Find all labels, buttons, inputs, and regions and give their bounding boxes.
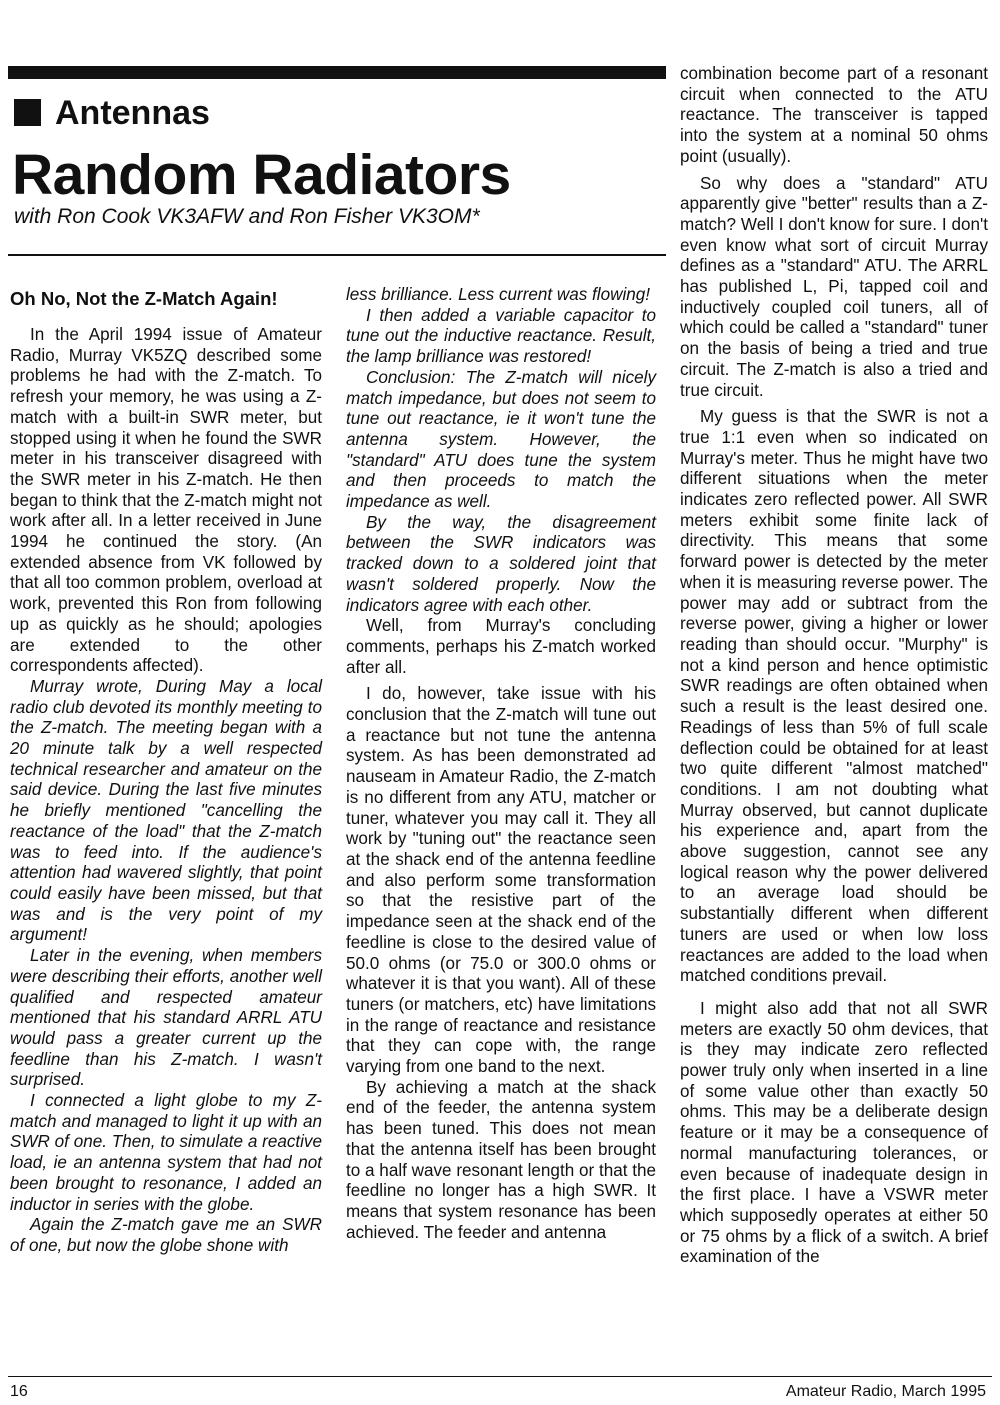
paragraph: By the way, the disagreement between the SWR indicators was tracked down to a soldered joint that wasn't soldered properly. Now the indicators agree with each other. bbox=[346, 512, 656, 615]
header-divider bbox=[8, 254, 666, 256]
square-bullet-icon bbox=[14, 99, 41, 126]
article-title: Random Radiators bbox=[12, 143, 511, 207]
paragraph: I then added a variable capacitor to tune out the inductive reactance. Result, the lamp brilliance was restored! bbox=[346, 305, 656, 367]
publication-footer: Amateur Radio, March 1995 bbox=[785, 1383, 986, 1400]
paragraph: combination become part of a resonant circuit when connected to the ATU reactance. The transceiver is tapped into the system at a nominal 50 ohms point (usually). bbox=[680, 64, 988, 166]
text-column-1 bbox=[10, 288, 322, 1257]
footer-rule bbox=[8, 1376, 992, 1377]
paragraph: Murray wrote, During May a local radio club devoted its monthly meeting to the Z-match. The meeting began with a 20 minute talk by a well respected technical researcher and amateur on the said device. During the last five minutes he briefly mentioned "cancelling the reactance of the load" that the Z-match was to feed into. If the audience's attention had wavered slightly, that point could easily have been missed, but that was and is the very point of my argument! bbox=[10, 676, 322, 945]
paragraph: I connected a light globe to my Z-match and managed to light it up with an SWR of one. Then, to simulate a reactive load, ie an antenna system that had not been brought to resonance, I added an inductor in series with the globe. bbox=[10, 1091, 322, 1214]
text-column-2 bbox=[346, 285, 656, 1243]
paragraph: less brilliance. Less current was flowing! bbox=[346, 285, 651, 304]
subheading: Oh No, Not the Z-Match Again! bbox=[10, 288, 278, 309]
section-label: Antennas bbox=[55, 94, 210, 132]
paragraph: In the April 1994 issue of Amateur Radio, Murray VK5ZQ described some problems he had with the Z-match. To refresh your memory, he was using a Z-match with a built-in SWR meter, but stopped using it when he found the SWR meter in his transceiver disagreed with the SWR meter in his Z-match. He then began to think that the Z-match might not work after all. In a letter received in June 1994 he continued the story. (An extended absence from VK followed by that all too common problem, overload at work, prevented this Ron from following up as quickly as he should; apologies are extended to the other correspondents affected). bbox=[10, 325, 322, 676]
top-rule-bar bbox=[8, 66, 666, 79]
paragraph: My guess is that the SWR is not a true 1:1 even when so indicated on Murray's meter. Thus he might have two different situations when the meter indicates zero reflected power. All SWR meters exhibit some finite lack of directivity. This means that some forward power is detected by the meter when it is measuring reverse power. The power may add or subtract from the reverse power, giving a higher or lower reading than should occur. "Murphy" is not a kind person and hence optimistic SWR readings are often obtained when such a result is the least desired one. Readings of less than 5% of full scale deflection could be obtained for at least two quite different "almost matched" conditions. I am not doubting what Murray observed, but cannot duplicate his experience and, apart from the above suggestion, cannot see any logical reason why the power delivered to an average load should be substantially different when different tuners are used or when low loss reactances are added to the load when matched conditions prevail. bbox=[680, 407, 988, 986]
paragraph: Well, from Murray's concluding comments, perhaps his Z-match worked after all. bbox=[346, 616, 656, 677]
paragraph: Again the Z-match gave me an SWR of one, but now the globe shone with bbox=[10, 1215, 322, 1255]
paragraph: Later in the evening, when members were describing their efforts, another well qualified and respected amateur mentioned that his standard ARRL ATU would pass a greater current up the feedline than his Z-match. I wasn't surprised. bbox=[10, 946, 322, 1090]
paragraph: Conclusion: The Z-match will nicely match impedance, but does not seem to tune out reactance, ie it won't tune the antenna system. However, the "standard" ATU does tune the system and then proceeds to match the impedance as well. bbox=[346, 367, 656, 512]
paragraph: By achieving a match at the shack end of the feeder, the antenna system has been tuned. This does not mean that the antenna itself has been brought to a half wave resonant length or that the feedline no longer has a high SWR. It means that system resonance has been achieved. The feeder and antenna bbox=[346, 1077, 656, 1242]
article-byline: with Ron Cook VK3AFW and Ron Fisher VK3OM* bbox=[14, 205, 480, 228]
text-column-3 bbox=[680, 64, 988, 1268]
page-number: 16 bbox=[10, 1383, 28, 1400]
paragraph: So why does a "standard" ATU apparently give "better" results than a Z-match? Well I don't know for sure. I don't even know what sort of circuit Murray defines as a "standard" ATU. The ARRL has published L, Pi, tapped coil and inductively coupled coil tuners, all of which could be called a "standard" tuner on the basis of being a tried and true circuit. The Z-match is also a tried and true circuit. bbox=[680, 173, 988, 400]
paragraph: I do, however, take issue with his conclusion that the Z-match will tune out a reactance but not tune the antenna system. As has been demonstrated ad nauseam in Amateur Radio, the Z-match is no different from any ATU, matcher or tuner, whatever you may call it. They all work by "tuning out" the reactance seen at the shack end of the antenna feedline and also perform some transformation so that the resistive part of the impedance seen at the shack end of the feedline is close to the desired value of 50.0 ohms (or 75.0 or 300.0 ohms or whatever it is that you want). All of these tuners (or matchers, etc) have limitations in the range of reactance and resistance that they can cope with, the range varying from one band to the next. bbox=[346, 684, 656, 1077]
section-heading bbox=[14, 93, 210, 133]
paragraph: I might also add that not all SWR meters are exactly 50 ohm devices, that is they may indicate zero reflected power truly only when inserted in a line of some value other than exactly 50 ohms. This may be a deliberate design feature or it may be a consequence of normal manufacturing tolerances, or even because of inadequate design in the first place. I have a VSWR meter which supposedly operates at either 50 or 75 ohms by a flick of a switch. A brief examination of the bbox=[680, 998, 988, 1267]
